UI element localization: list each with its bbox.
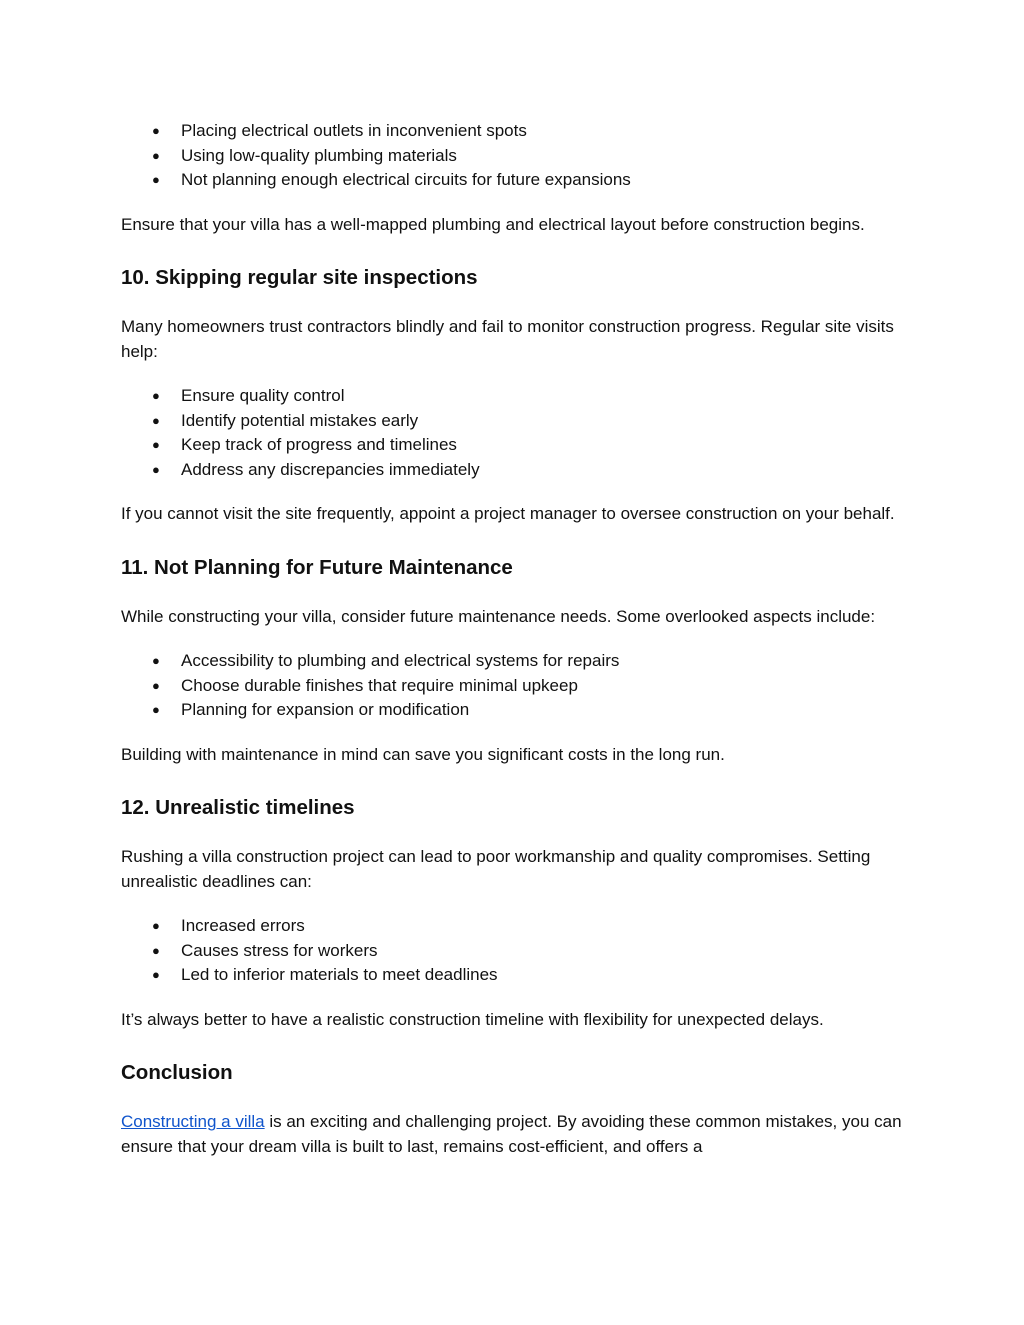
section-10-bullet-list: [121, 384, 906, 482]
document-body: [121, 119, 906, 1159]
bullet-icon: ●: [152, 942, 160, 958]
section-12-outro: It’s always better to have a realistic construction timeline with flexibility for unexpected delays.: [121, 1009, 824, 1029]
bullet-icon: ●: [152, 702, 160, 717]
list-item: ● Accessibility to plumbing and electrical systems for repairs: [150, 649, 906, 674]
list-item: ● Led to inferior materials to meet deadlines: [150, 963, 906, 988]
list-item: ● Choose durable finishes that require minimal upkeep: [150, 674, 906, 699]
bullet-icon: ●: [152, 677, 160, 693]
bullet-icon: ●: [152, 967, 160, 982]
list-item: ● Not planning enough electrical circuits for future expansions: [150, 168, 906, 193]
conclusion-paragraph: [121, 1110, 906, 1159]
conclusion-text: is an exciting and challenging project. By avoiding these common mistakes, you can ensure that your dream villa is built to last, remains cost-efficient, and offers a: [121, 1112, 902, 1156]
list-item: ● Using low-quality plumbing materials: [150, 144, 906, 169]
section-10-outro: If you cannot visit the site frequently, appoint a project manager to oversee construction on your behalf.: [121, 504, 895, 523]
bullet-icon: ●: [152, 918, 160, 933]
intro-bullet-list: [121, 119, 906, 193]
conclusion-heading: Conclusion: [121, 1061, 233, 1084]
section-12-heading: 12. Unrealistic timelines: [121, 796, 355, 819]
section-11-heading: 11. Not Planning for Future Maintenance: [121, 555, 513, 579]
bullet-icon: ●: [152, 461, 160, 477]
bullet-icon: ●: [152, 123, 160, 138]
section-12-intro: Rushing a villa construction project can lead to poor workmanship and quality compromises. Setting unrealistic deadlines can:: [121, 847, 871, 891]
list-item: ● Increased errors: [150, 914, 906, 939]
bullet-icon: ●: [152, 147, 160, 163]
section-11-outro: Building with maintenance in mind can save you significant costs in the long run.: [121, 744, 725, 764]
bullet-icon: ●: [152, 172, 160, 187]
list-item: ● Identify potential mistakes early: [150, 409, 906, 434]
section-12-bullet-list: [121, 914, 906, 988]
list-item: ● Placing electrical outlets in inconvenient spots: [150, 119, 906, 144]
list-item: ● Ensure quality control: [150, 384, 906, 409]
list-item: ● Planning for expansion or modification: [150, 698, 906, 723]
bullet-icon: ●: [152, 437, 160, 452]
list-item: ● Causes stress for workers: [150, 939, 906, 964]
bullet-icon: ●: [152, 653, 160, 668]
list-item: ● Keep track of progress and timelines: [150, 433, 906, 458]
section-11-intro: While constructing your villa, consider future maintenance needs. Some overlooked aspects include:: [121, 606, 876, 626]
section-10-heading: 10. Skipping regular site inspections: [121, 266, 478, 289]
bullet-icon: ●: [152, 388, 160, 403]
list-item: ● Address any discrepancies immediately: [150, 458, 906, 483]
constructing-villa-link[interactable]: Constructing a villa: [121, 1112, 265, 1131]
intro-paragraph: Ensure that your villa has a well-mapped plumbing and electrical layout before construction begins.: [121, 214, 865, 234]
section-11-bullet-list: [121, 649, 906, 723]
section-10-intro: Many homeowners trust contractors blindly and fail to monitor construction progress. Regular site visits help:: [121, 317, 894, 361]
bullet-icon: ●: [152, 412, 160, 428]
